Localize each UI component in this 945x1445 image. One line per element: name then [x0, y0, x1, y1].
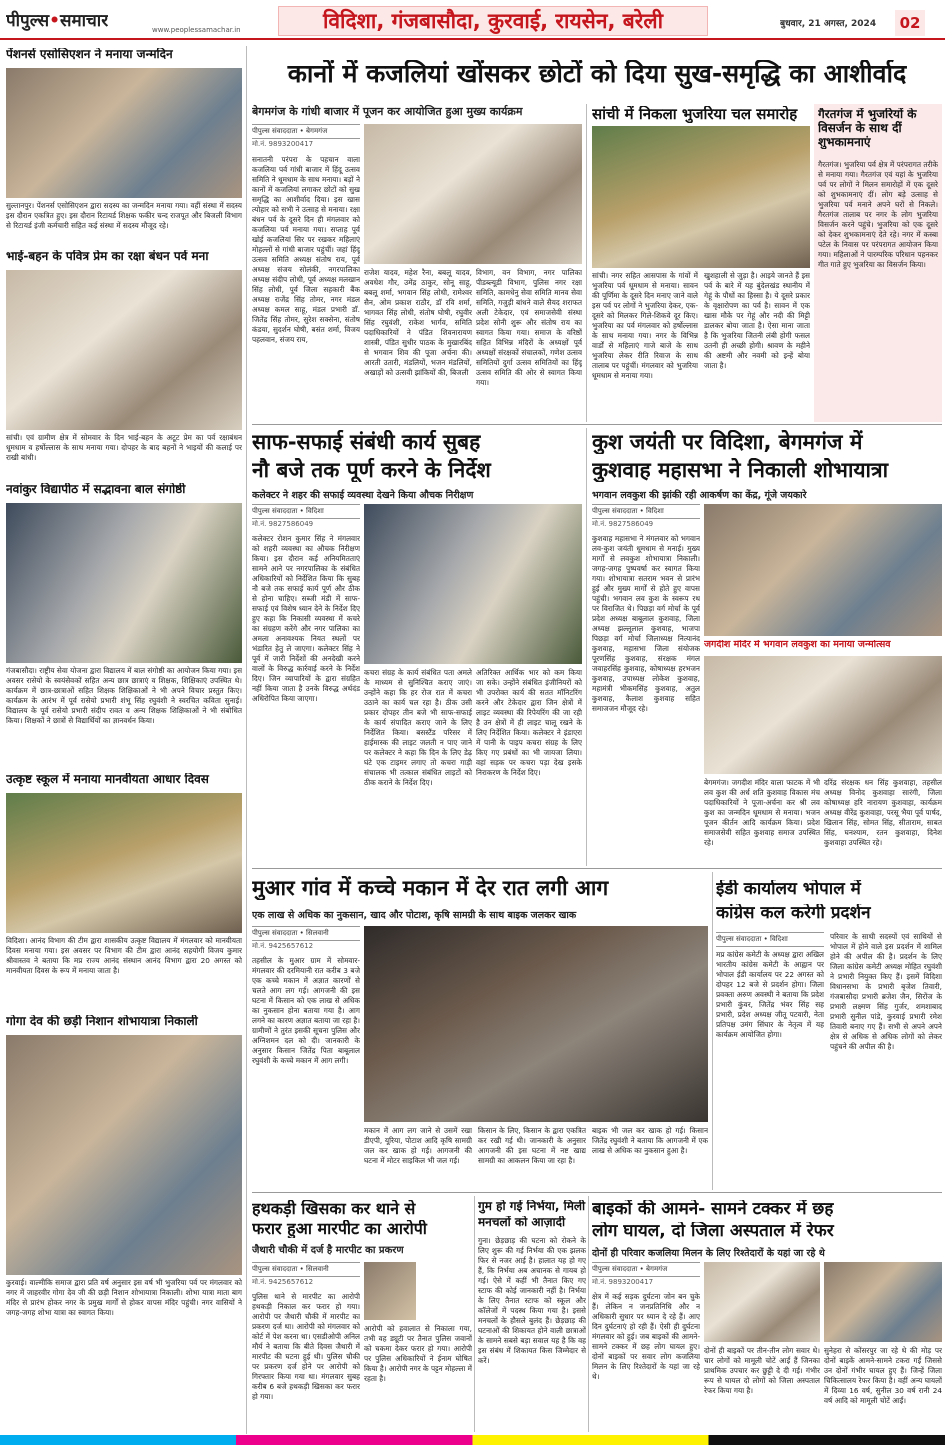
subhead-cleanliness: कलेक्टर ने शहर की सफाई व्यवस्था देखने किया औचक निरीक्षण — [252, 490, 474, 501]
section-rule — [252, 424, 942, 425]
section-rule — [252, 1192, 942, 1193]
headline-fire: मुआर गांव में कच्चे मकान में देर रात लगी आग — [252, 876, 609, 900]
photo-goga-dev — [6, 1035, 242, 1275]
subhead-accident: दोनों ही परिवार कजलिया मिलन के लिए रिश्तेदारों के यहां जा रहे थे — [592, 1248, 825, 1259]
body-escape: पुलिस थाने से मारपीट का आरोपी हथकड़ी निकाल कर फरार हो गया। आरोपी पर जैथारी चौकी में मारपीट का प्रकरण दर्ज था। आरोपी को मंगलवार को कोर्ट में पेश करना था। एसडीओपी अनिल मौर्य ने बताया कि बीते दिवस जैथारी में मारपीट की घटना हुई थी। पुलिस चौकी पर प्रकरण दर्ज होने पर आरोपी को गिरफ्तार किया गया था। मंगलवार सुबह करीब 6 बजे हथकड़ी खिसका कर फरार हो गया। — [252, 1292, 360, 1401]
body-nirbhaya: गुना। छेड़छाड़ की घटना को रोकने के लिए शुरू की गई निर्भया की एक झलक फिर से नजर आई है। हालात यह हो गए हैं, कि निर्भया अब अचानक से गायब हो गई। ऐसे में कहीं भी तैनात किए गए स्टाफ की कोई जानकारी नहीं है। निर्भया के लिए तैनात स्टाफ को स्कूल और कॉलेजों में पदस्थ किया गया है। इससे मनचलों के हौसले बुलंद हैं। छेड़छाड़ की घटनाओं की शिकायत होने वाली छात्राओं के सामने सबसे बड़ा सवाल यह है कि वह इस संबंध में शिकायत किस जिम्मेदार से करें। — [478, 1236, 586, 1365]
caption-sadbhavana: गंजबासौदा। राष्ट्रीय सेवा योजना द्वारा विद्यालय में बाल संगोष्ठी का आयोजन किया गया। इस अवसर रासेयो के स्वयंसेवकों सहित अन्य छात्र छात्राएं व शिक्षक, शिक्षिकाएं उपस्थित थे। कार्यक्रम में छात्र-छात्राओं सहित शिक्षक शिक्षिकाओं ने भी अपने विचार प्रस्तुत किए। कार्यक्रम के आरंभ में पूर्व रासेयो प्रभारी शंभू सिंह रघुवंशी ने स्वरचित कविता सुनाई। विद्यालय के पूर्व रासेयो प्रभारी संदीप रावत व अन्य शिक्षक शिक्षिकाओं ने भी संबोधित किया। शिक्षकों ने छात्रों से विद्यार्थियों का ज्ञानवर्धन किया। — [6, 666, 242, 725]
byline-kajaliya: पीपुल्स संवाददाता • बेगमगंज — [252, 124, 360, 139]
photo-collector-inspection — [364, 504, 582, 664]
headline-kush-jayanti-2: कुशवाह महासभा ने निकाली शोभायात्रा — [592, 458, 889, 482]
print-registration-bar — [0, 1435, 945, 1445]
body-kajaliya-3: विभाग, वन विभाग, नगर पालिका पीडब्ल्यूडी विभाग, पुलिस नगर रक्षा समिति, कामधेनु सेवा समिति मानव सेवा समिति, गजुड़ी बांधने वाले सैयद शराफत अली टेकेदार, एवं समाजसेवी संस्था प्रदेश सोनी शुरू और संतोष राय का स्वागत किया गया। समाज के वरिष्ठों सहित विभिन्न मंदिरों के अध्यक्षों पूर्व अध्यक्षों संरक्षकों संचालकों, गणेश उत्सव समितियों दुर्गा उत्सव समितियों का हिंदू उत्सव समिति की ओर से स्वागत किया गया। — [476, 268, 582, 387]
headline-gairatganj: गैरतगंज में भुजरियों के विसर्जन के साथ दीं शुभकामनाएं — [818, 108, 917, 149]
body-accident: क्षेत्र में कई सड़क दुर्घटना जोन बन चुके हैं। लेकिन न जनप्रतिनिधि और न अधिकारी सुधार पर ध्यान दे रहे हैं। आए दिन दुर्घटनाएं हो रही हैं। ऐसी ही दुर्घटना मंगलवार को हुई। जब बाइकों की आमने-सामने टक्कर में छह लोग घायल हुए। दोनों बाइकों पर सवार लोग कजलिया मिलन के लिए रिश्तेदारों के यहां जा रहे थे। — [592, 1292, 700, 1381]
headline-sanchi-bhujariya: सांची में निकला भुजरिया चल समारोह — [592, 106, 798, 123]
caption-rakshabandhan: सांची। एवं ग्रामीण क्षेत्र में सोमवार के दिन भाई-बहन के अटूट प्रेम का पर्व रक्षाबंधन धूमधाम व हर्षोल्लास के साथ मनाया गया। दोपहर के बाद बहनों ने भाइयों की कलाई पर राखी बांधी। — [6, 433, 242, 462]
column-divider — [588, 1196, 589, 1432]
headline-goga-dev: गोगा देव की छड़ी निशान शोभायात्रा निकाली — [6, 1015, 198, 1028]
headline-sadbhavana: नवांकुर विद्यापीठ में सद्भावना बाल संगोष्ठी — [6, 483, 186, 496]
subhead-fire: एक लाख से अधिक का नुकसान, खाद और पोटाश, कृषि सामग्री के साथ बाइक जलकर खाक — [252, 910, 577, 921]
headline-ed-protest-1: ईडी कार्यालय भोपाल में — [716, 880, 861, 899]
photo-sanchi-bhujariya — [592, 126, 810, 268]
body-ed-protest-2: परिवार के साथी सदस्यों एवं साथियों से भोपाल में होने वाले इस प्रदर्शन में शामिल होने की अपील की है। प्रदर्शन के लिए जिला कांग्रेस कमेटी अध्यक्ष मोहित रघुवंशी ने प्रभारी नियुक्त किए हैं। इसमें विदिशा विधानसभा के प्रभारी बृजेश तिवारी, गंजबासौदा प्रभारी ब्रजेश जैन, सिरोंज के प्रभारी लक्ष्मण सिंह गुर्जर, शमशाबाद प्रभारी सुनील पांडे, कुरवाई प्रभारी रमेश तिवारी बनाए गए हैं। सभी से अपने अपने क्षेत्र से अधिक से अधिक लोगों को लेकर पहुंचने की अपील की है। — [830, 932, 942, 1051]
mobile-escape: मो.नं. 9425657612 — [252, 1278, 314, 1286]
mobile-fire: मो.नं. 9425657612 — [252, 942, 314, 950]
newspaper-logo: पीपुल्स•समाचार — [6, 11, 109, 31]
headline-escape-2: फरार हुआ मारपीट का आरोपी — [252, 1220, 427, 1238]
caption-jagdish-2: दरिंद्र संरक्षक धन सिंह कुशवाहा, तहसील अध्यक्ष विनोद कुशवाहा सारंगी, जिला कोषाध्यक्ष हरि नारायण कुशवाहा, कार्यक्रम अध्यक्ष वीरेंद्र कुशवाहा, परसू भैया पूर्व पार्षद, खिलान सिंह, सोमत सिंह, सीताराम, साबत सिंह, घनश्याम, रतन कुशवाहा, दिनेश कुशवाहा उपस्थित रहे। — [824, 778, 942, 847]
photo-accused — [364, 1262, 416, 1320]
body-ed-protest-1: मप्र कांग्रेस कमेटी के अध्यक्ष द्वारा अखिल भारतीय कांग्रेस कमेटी के आह्वान पर भोपाल ईडी कार्यालय पर 22 अगस्त को दोपहर 12 बजे से प्रदर्शन होगा। जिला प्रवक्ता अरुण अवस्थी ने बताया कि प्रदेश प्रभारी कुंवर, जितेंद्र भंवर सिंह सह प्रभारी, प्रदेश अध्यक्ष जीतू पटवारी, नेता प्रतिपक्ष उमंग सिंघार के नेतृत्व में यह कार्यक्रम आयोजित होगा। — [716, 950, 824, 1039]
photo-rakshabandhan — [6, 270, 242, 430]
headline-manviyata: उत्कृष्ट स्कूल में मनाया मानवीयता आधार दिवस — [6, 773, 209, 786]
body-cleanliness-1: कलेक्टर रोशन कुमार सिंह ने मंगलवार को शहरी व्यवस्था का औचक निरीक्षण किया। इस दौरान कई अनियमितताएं सामने आने पर नगरपालिका के संबंधित अधिकारियों को निर्देशित किया कि सुबह नौ बजे तक सफाई कार्य पूर्ण और ठीक से होना चाहिए। सब्जी मंडी में साफ-सफाई एवं विशेष ध्यान देने के निर्देश दिए हुए कहा कि निकासी व्यवस्था में कचरे का संग्रहण करेंगे और नगर पालिका का अमला अनावश्यक नियत स्थलों पर भंडारित हेतु ले जाएगा। कलेक्टर सिंह ने पूर्व में जारी निर्देशों की अनदेखी करने वालों के विरुद्ध कार्रवाई करने के निर्देश दिए। जिन व्यापारियों के द्वारा संग्रहित नहीं किया जाता है उनके विरुद्ध अर्थदंड अधिरोपित किया जाएगा। — [252, 534, 360, 703]
column-divider — [712, 872, 713, 1190]
subhead-kajaliya: बेगमगंज के गांधी बाजार में पूजन कर आयोजित हुआ मुख्य कार्यक्रम — [252, 105, 523, 118]
column-divider — [586, 428, 587, 866]
headline-nirbhaya-1: गुम हो गई निर्भया, मिली — [478, 1200, 586, 1213]
photo-fire — [364, 926, 708, 1122]
website-url: www.peoplessamachar.in — [152, 26, 241, 34]
subhead-escape: जैथारी चौकी में दर्ज है मारपीट का प्रकरण — [252, 1245, 404, 1256]
page-number: 02 — [895, 10, 925, 36]
headline-pensioners: पेंशनर्स एसोसिएशन ने मनाया जन्मदिन — [6, 48, 173, 61]
body-kajaliya-2: राजेश यादव, महेश रैना, बबलू यादव, अवधेश गौर, उमेंद्र ठाकुर, सोनू साहू, बबलू शर्मा, भगवान सिंह लोधी, रामेश्वर सैन, ओम प्रकाश राठौर, डॉ रवि शर्मा, भागवत सिंह लोधी, संतोष घोषी, रघुवीर सिंह रघुवंशी, राकेश भार्गव, समिति पदाधिकारियों ने पंडित शिवनारायण शास्त्री, पंडित सुधीर पाठक के मुखारबिंद से भगवान शिव की पूजा अर्चना की। आरती उतारी, मंडलियों, भजन मंडलियों, अखाड़ों को उत्सवी झांकियों की, बिजली — [364, 268, 472, 377]
mobile-cleanliness: मो.नं. 9827586049 — [252, 520, 314, 528]
dateline: बुधवार, 21 अगस्त, 2024 — [780, 19, 877, 29]
headline-kush-jayanti-1: कुश जयंती पर विदिशा, बेगमगंज में — [592, 430, 863, 454]
headline-accident-2: लोग घायल, दो जिला अस्पताल में रेफर — [592, 1222, 834, 1241]
mobile-accident: मो.नं. 9893200417 — [592, 1278, 654, 1286]
photo-accident-1 — [704, 1262, 820, 1342]
caption-jagdish-1: बेगमगंज। जगदीश मंदिर वाला फाटक में भी लव कुश की अर्ध शति कुशवाह विकास मंच पदाधिकारियों ने पूजा-अर्चना कर श्री लव कुश का जन्मदिन धूमधाम से मनाया। भजन पूजन कीर्तन आदि कार्यक्रम किया। प्रदेश समाजसेवी सहित कुशवाह समाज उपस्थित रहे। — [704, 778, 820, 847]
caption-fire-2: किसान के लिए, किसान के द्वारा एकत्रित कर रखी गई थी। जानकारी के अनुसार आगजनी की इस घटना में नष्ट खाद्य सामग्री का आकलन किया जा रहा है। — [478, 1126, 586, 1165]
photo-manviyata — [6, 793, 242, 933]
photo-accident-2 — [824, 1262, 942, 1342]
body-escape-side: आरोपी को हवालात से निकाला गया, तभी वह ड्यूटी पर तैनात पुलिस जवानों को चकमा देकर फरार हो गया। आरोपी पर पुलिस अधिकारियों ने ईनाम घोषित किया है। आरोपी नगर के पट्टन मोहल्ला में रहता है। — [364, 1324, 472, 1383]
mobile-kush-jayanti: मो.नं. 9827586049 — [592, 520, 654, 528]
column-divider — [586, 104, 587, 422]
caption-accident-1: दोनों ही बाइकों पर तीन-तीन लोग सवार थे। चार लोगों को मामूली चोटें आईं हैं जिनका प्राथमिक उपचार कर छुट्टी दे दी गई। गंभीर रूप से घायल दो लोगों को जिला अस्पताल रेफर किया गया है। — [704, 1346, 820, 1395]
region-banner: विदिशा, गंजबासौदा, कुरवाई, रायसेन, बरेली — [278, 6, 708, 36]
photo-kush-jayanti — [704, 504, 942, 636]
byline-fire: पीपुल्स संवाददाता • सिलवानी — [252, 926, 360, 941]
caption-manviyata: विदिशा। आनंद विभाग की टीम द्वारा शासकीय उत्कृष्ट विद्यालय में मंगलवार को मानवीयता दिवस मनाया गया। इस अवसर पर विभाग की टीम द्वारा आनंद सहयोगी विजय कुमार श्रीवास्तव ने बताया कि मप्र राज्य आनंद संस्थान आनंद विभाग द्वारा 20 अगस्त को मानवीयता दिवस के रूप में मनाया जाता है। — [6, 936, 242, 975]
photo-sadbhavana — [6, 503, 242, 663]
headline-accident-1: बाइकों की आमने- सामने टक्कर में छह — [592, 1200, 834, 1219]
byline-ed-protest: पीपुल्स संवाददाता • विदिशा — [716, 932, 824, 947]
headline-escape-1: हथकड़ी खिसका कर थाने से — [252, 1200, 416, 1218]
column-divider — [246, 46, 247, 1434]
headline-kajaliya: कानों में कजलियां खोंसकर छोटों को दिया सुख-समृद्धि का आशीर्वाद — [287, 60, 907, 88]
photo-pensioners — [6, 68, 242, 198]
body-cleanliness-2: कचरा संग्रह के कार्य संबंधित पता अमले के माध्यम से सुनिश्चित कराए जाएं। उन्होंने कहा कि हर रोज रात में कचरा उठाने का कार्य चल रहा है। ठीक उसी प्रकार दोपहर तीन बजे भी साफ-सफाई के कार्य संपादित कराए जाने के लिए निर्देशित किया। बसस्टैंड परिसर में हाईमास्क की लाइट जलती न पाए जाने पर कलेक्टर ने कहा कि दिन के लिए डेढ़ घंटे एक टाइमर लगाए तो कचरा गाड़ी संचालक भी तत्काल संबंधित लाइटों को ठीक कराने के निर्देश दिए। — [364, 668, 472, 787]
body-fire: तहसील के मुआर ग्राम में सोमवार-मंगलवार की दरमियानी रात करीब 3 बजे एक कच्चे मकान में अज्ञात कारणों से चलते आग लग गई। आगजनी की इस घटना में किसान को एक लाख से अधिक का नुकसान होना बताया गया है। आग लगने का कारण अज्ञात बताया जा रहा है। ग्रामीणों ने तुरंत इसकी सूचना पुलिस और अग्निशमन दल को दी। जानकारी के अनुसार किसान जितेंद्र पिता बाबूलाल रघुवंशी के कच्चे मकान में आग लगी। — [252, 956, 360, 1065]
body-gairatganj: गैरतगंज। भुजरिया पर्व क्षेत्र में परंपरागत तरीके से मनाया गया। गैरतगंज एवं यहां के भुजरिया पर्व पर लोगों ने मिलन समारोहों में एक दूसरे को शुभकामनाएं दीं। लोग बड़े उत्साह से भुजरिया पर्व मनाने अपने घरों से निकले। गैरतगंज तालाब पर नगर के लोग भुजरिया विसर्जन करने पहुंचे। भुजरिया को एक दूसरे को देकर शुभकामनाएं देते रहे। नगर में कस्बा पटेल के निवास पर परंपरागत आयोजन किया गया। महिलाओं ने पारम्परिक परिधान पहनकर गीत गाते हुए भुजरिया का विसर्जन किया। — [818, 160, 938, 269]
byline-cleanliness: पीपुल्स संवाददाता • विदिशा — [252, 504, 360, 519]
caption-sanchi-1: सांची। नगर सहित आसपास के गांवों में भुजरिया पर्व धूमधाम से मनाया। सावन की पूर्णिमा के दूसरे दिन मनाए जाने वाले इस पर्व पर लोगों ने भुजरिया देकर, एक-दूसरे को मिलकर गिले-शिकवे दूर किए। भुजरिया का पर्व मंगलवार को हर्षोल्लास के साथ मनाया गया। नगर के विभिन्न वार्डों से महिलाएं गाजे बाजे के साथ भुजरिया लेकर रीति रिवाज के साथ तालाब पर पहुंचीं। मंगलवार को भुजरिया धूमधाम से मनाया गया। — [592, 271, 698, 380]
photo-kajaliya — [364, 124, 582, 264]
headline-rakshabandhan: भाई-बहन के पवित्र प्रेम का रक्षा बंधन पर्व मना — [6, 250, 209, 263]
headline-jagdish-mandir: जगदीश मंदिर में भगवान लवकुश का मनाया जन्मोत्सव — [704, 640, 891, 650]
caption-goga-dev: कुरवाई। वाल्मीकि समाज द्वारा प्रति वर्ष अनुसार इस वर्ष भी भुजरिया पर्व पर मंगलवार को नगर में जाहरवीर गोगा देव जी की छड़ी निशान शोभायात्रा निकाली। शोभा यात्रा माता बाग मंदिर से प्रारंभ होकर नगर के प्रमुख मार्गों से होकर वापस मंदिर पहुंची। नगर वासियों ने जगह-जगह शोभा यात्रा का स्वागत किया। — [6, 1278, 242, 1317]
mobile-kajaliya: मो.नं. 9893200417 — [252, 140, 314, 148]
caption-fire-1: मकान में आग लग जाने से उसमें रखा डीएपी, यूरिया, पोटाश आदि कृषि सामग्री जल कर खाक हो गई। आगजनी की घटना में मोटर साइकिल भी जल गई। — [364, 1126, 472, 1165]
section-rule — [252, 868, 942, 869]
body-kush-jayanti: कुशवाह महासभा ने मंगलवार को भगवान लव-कुश जयंती धूमधाम से मनाई। मुख्य मार्गों से लवकुश शोभायात्रा निकाली। जगह-जगह पुष्पवर्षा कर स्वागत किया गया। शोभायात्रा सतराम भवन से प्रारंभ हुई और मुख्य मार्गों से होते हुए वापस पहुंची। भगवान लव कुश के स्वरूप रथ पर विराजित थे। पिछड़ा वर्ग मोर्चा के पूर्व प्रदेश अध्यक्ष बाबूलाल कुशवाह, जिला अध्यक्ष झल्लूलाल कुशवाह, भाजपा पिछड़ा वर्ग मोर्चा जिलाध्यक्ष नित्यानंद कुशवाह, महासभा जिला संयोजक पूरणसिंह कुशवाह, संरक्षक मंगल जवाहरसिंह कुशवाह, कोषाध्यक्ष हरभजन कुशवाह, उपाध्यक्ष लोकेश कुशवाह, महामंत्री भीकमसिंह कुशवाह, अतुल कुशवाह, कैलाश कुशवाह सहित समाजजन मौजूद रहे। — [592, 534, 700, 713]
caption-pensioners: सुल्तानपुर। पेंशनर्स एसोसिएशन द्वारा सदस्य का जन्मदिन मनाया गया। वहीं संस्था में सदस्य इस दौरान एकत्रित हुए। इस दौरान रिटायर्ड शिक्षक फकीर चन्द राजपूत और बिजली विभाग से रिटायर्ड इंजी कर्मचारी सहित कई संस्था में सदस्य मौजूद रहे। — [6, 201, 242, 230]
caption-sanchi-2: खुशहाली से जुड़ा है। आइये जानते हैं इस पर्व के बारे में यह बुंदेलखंड स्थानीय में गेहूं के पौधों का हिस्सा है। ये दूसरे प्रकार के वृक्षारोपण का पर्व है। सावन में एक खास मौके पर गेहूं और नदी की मिट्टी डालकर बोया जाता है। ऐसा माना जाता है कि भुजरिया जितनी लंबी होगी फसल उतनी ही अच्छी होगी। श्रावण के महीने की अष्टमी और नवमी को इन्हें बोया जाता है। — [704, 271, 810, 370]
byline-escape: पीपुल्स संवाददाता • सिलवानी — [252, 1262, 360, 1277]
caption-fire-3: बाइक भी जल कर खाक हो गई। किसान जितेंद्र रघुवंशी ने बताया कि आगजनी में एक लाख से अधिक का नुकसान हुआ है। — [592, 1126, 708, 1155]
headline-cleanliness-1: साफ-सफाई संबंधी कार्य सुबह — [252, 430, 481, 454]
headline-cleanliness-2: नौ बजे तक पूर्ण करने के निर्देश — [252, 458, 491, 482]
byline-accident: पीपुल्स संवाददाता • बेगमगंज — [592, 1262, 700, 1277]
photo-jagdish-mandir — [704, 656, 942, 774]
headline-ed-protest-2: कांग्रेस कल करेगी प्रदर्शन — [716, 904, 871, 923]
byline-kush-jayanti: पीपुल्स संवाददाता • विदिशा — [592, 504, 700, 519]
headline-nirbhaya-2: मनचलों को आज़ादी — [478, 1216, 566, 1229]
body-kajaliya-1: सनातनी परंपरा के पहचान वाला कजलिया पर्व गांधी बाजार में हिंदू उत्सव समिति ने धूमधाम के साथ मनाया। बड़ों ने कानों में कजलियां लगाकर छोटों को सुख समृद्धि का आशीर्वाद दिया। इस खास त्योहार को सभी ने उत्साह से मनाया। रक्षा बंधन पर्व के दूसरे दिन ही मंगलवार को कजलिया पर्व मनाया गया। सप्ताह पूर्व खोई कजलियां सिर पर रखकर महिलाएं मोहल्लों से गांधी बाजार पहुंचीं। जहां हिंदू उत्सव समिति अध्यक्ष संतोष राय, पूर्व अध्यक्ष संजय सोलंकी, नगरपालिका अध्यक्ष संदीप लोधी, पूर्व अध्यक्ष मलखान सिंह लोधी, पूर्व जिला सहकारी बैंक अध्यक्ष राजेंद्र सिंह तोमर, नगर मंडल अध्यक्ष कमल साहू, मंडल प्रभारी डॉ. जितेंद्र सिंह तोमर, सुरेश सक्सेना, संतोष कंडया, सुदर्शन घोषी, बसंत शर्मा, विजय पहलवान, संजय राय, — [252, 155, 360, 344]
column-divider — [474, 1196, 475, 1432]
caption-accident-2: सुनेहरा से कोंसरपुर जा रहे थे की मोड़ पर दोनों बाइकें आमने-सामने टकरा गईं जिससे उन दोनों गंभीर घायल हुए हैं। जिन्हें जिला चिकित्सालय रेफर किया है। वहीं अन्य घायलों में दिव्या 16 वर्ष, सुनील 30 वर्ष रानी 24 वर्ष आदि को मामूली चोटें आईं। — [824, 1346, 942, 1405]
body-cleanliness-3: अतिरिक्त आर्थिक भार को कम किया जा सके। उन्होंने संबंधित इंजीनियरों को भी उपरोक्त कार्य की सतत मॉनिटरिंग करने और टेकेदार द्वारा जिन क्षेत्रों में लाइट व्यवस्था की रिपेयरिंग की जा रही है उन क्षेत्रों में ही लाइट चालू रखने के लिए निर्देशित किया। कलेक्टर ने इंडाएरा में पानी के पाइप कचरा संग्रह के लिए किए गए प्रबंधों का भी जायजा लिया। वहां सड़क पर कचरा पड़ा देख इसके निराकरण के निर्देश दिए। — [476, 668, 582, 777]
subhead-kush-jayanti: भगवान लवकुश की झांकी रही आकर्षण का केंद्र, गूंजे जयकारे — [592, 490, 807, 501]
